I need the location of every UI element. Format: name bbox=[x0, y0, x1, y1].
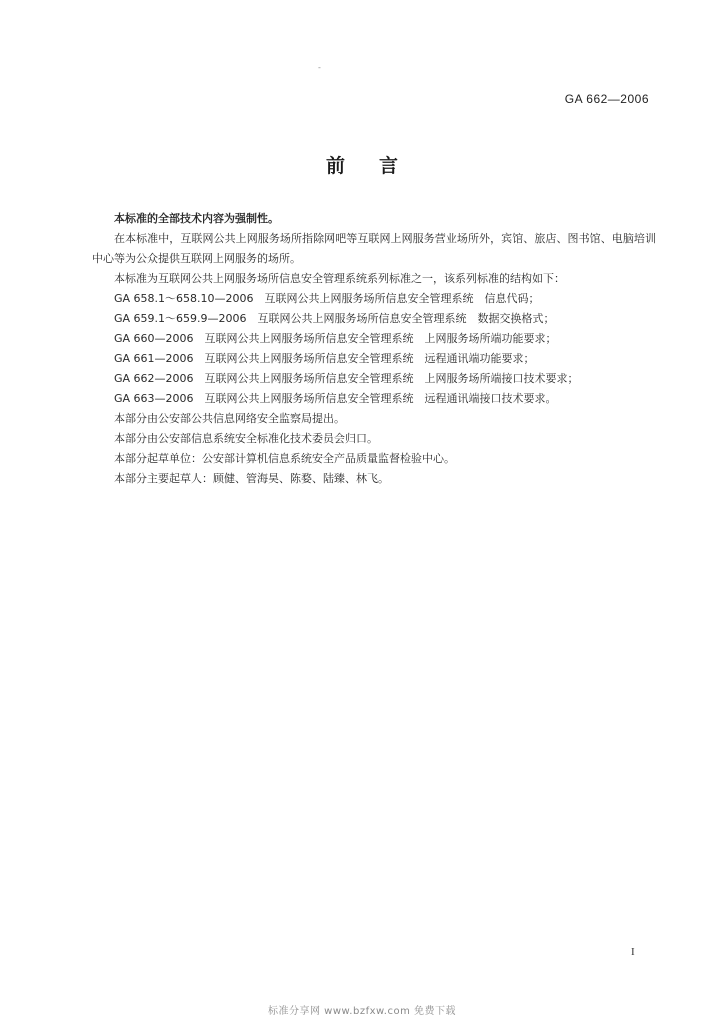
series-item: GA 662—2006 互联网公共上网服务场所信息安全管理系统 上网服务场所端接口技术要求； bbox=[114, 372, 579, 385]
foreword-body bbox=[92, 209, 656, 489]
page-title bbox=[0, 151, 724, 178]
standard-code: GA 662—2006 bbox=[564, 92, 649, 106]
title-part-2: 言 bbox=[379, 155, 399, 177]
footer-watermark: 标准分享网 www.bzfxw.com 免费下载 bbox=[268, 1006, 456, 1017]
page-mark: - bbox=[318, 63, 321, 72]
drafters: 本部分主要起草人：顾健、管海昊、陈婺、陆臻、林飞。 bbox=[114, 472, 389, 485]
series-item: GA 661—2006 互联网公共上网服务场所信息安全管理系统 远程通讯端功能要求； bbox=[114, 352, 535, 365]
proposed-by: 本部分由公安部公共信息网络安全监察局提出。 bbox=[114, 412, 345, 425]
centralized-by: 本部分由公安部信息系统安全标准化技术委员会归口。 bbox=[114, 432, 378, 445]
series-item: GA 658.1～658.10—2006 互联网公共上网服务场所信息安全管理系统 信息代码； bbox=[114, 292, 540, 305]
drafting-unit: 本部分起草单位：公安部计算机信息系统安全产品质量监督检验中心。 bbox=[114, 452, 455, 465]
title-part-1: 前 bbox=[325, 155, 345, 177]
series-item: GA 660—2006 互联网公共上网服务场所信息安全管理系统 上网服务场所端功能要求； bbox=[114, 332, 557, 345]
scope-paragraph: 在本标准中，互联网公共上网服务场所指除网吧等互联网上网服务营业场所外，宾馆、旅店、图书馆、电脑培训中心等为公众提供互联网上网服务的场所。 bbox=[92, 232, 656, 265]
mandatory-statement: 本标准的全部技术内容为强制性。 bbox=[114, 212, 279, 225]
series-item: GA 659.1～659.9—2006 互联网公共上网服务场所信息安全管理系统 数据交换格式； bbox=[114, 312, 555, 325]
series-item: GA 663—2006 互联网公共上网服务场所信息安全管理系统 远程通讯端接口技术要求。 bbox=[114, 392, 557, 405]
page-number: I bbox=[631, 946, 635, 958]
series-intro: 本标准为互联网公共上网服务场所信息安全管理系统系列标准之一，该系列标准的结构如下： bbox=[114, 272, 565, 285]
